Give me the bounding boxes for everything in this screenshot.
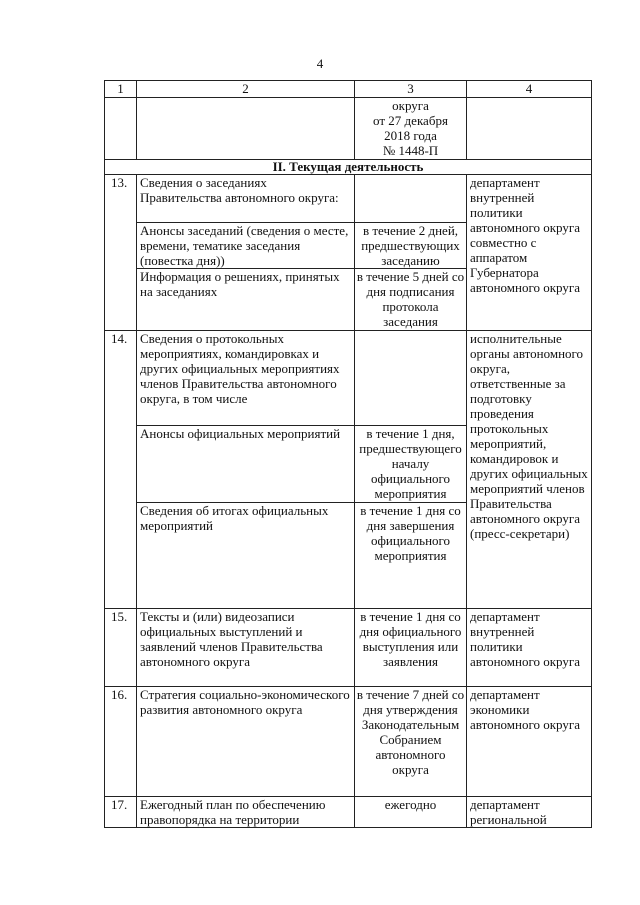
row-term: ежегодно — [355, 797, 467, 828]
row-term: в течение 1 дня со дня официального выступления или заявления — [355, 609, 467, 687]
table-row — [105, 331, 592, 426]
row-title: Тексты и (или) видеозаписи официальных выступлений и заявлений членов Правительства автономного округа — [137, 609, 355, 687]
table-row — [105, 609, 592, 687]
section-title: II. Текущая деятельность — [105, 160, 592, 175]
section-row — [105, 160, 592, 175]
row-responsible: департамент региональной — [467, 797, 592, 828]
row-number: 16. — [105, 687, 137, 797]
sub-term: в течение 2 дней, предшествующих заседанию — [355, 223, 467, 269]
table-header-row — [105, 81, 592, 98]
sub-term: в течение 1 дня, предшествующего началу официального мероприятия — [355, 426, 467, 503]
row-title: Стратегия социально-экономического развития автономного округа — [137, 687, 355, 797]
row-title: Сведения о заседаниях Правительства автономного округа: — [137, 175, 355, 223]
continuation-line: № 1448-П — [382, 143, 439, 158]
row-number: 15. — [105, 609, 137, 687]
page-number: 4 — [316, 56, 324, 71]
continuation-line: округа — [392, 98, 429, 113]
table-row — [105, 175, 592, 223]
continuation-cell — [355, 98, 467, 160]
row-responsible: департамент внутренней политики автономного округа — [467, 609, 592, 687]
row-term: в течение 7 дней со дня утверждения Законодательным Собранием автономного округа — [355, 687, 467, 797]
sub-term: в течение 1 дня со дня завершения официального мероприятия — [355, 503, 467, 609]
row-title: Сведения о протокольных мероприятиях, командировках и других официальных мероприятиях членов Правительства автономного округа, в том числе — [137, 331, 355, 426]
header-cell: 1 — [105, 81, 137, 98]
document-table — [104, 80, 592, 828]
continuation-line: 2018 года — [384, 128, 437, 143]
row-title: Ежегодный план по обеспечению правопорядка на территории — [137, 797, 355, 828]
row-number: 17. — [105, 797, 137, 828]
continuation-row — [105, 98, 592, 160]
header-cell: 2 — [137, 81, 355, 98]
sub-term: в течение 5 дней со дня подписания протокола заседания — [355, 269, 467, 331]
sub-text: Сведения об итогах официальных мероприятий — [137, 503, 355, 609]
row-responsible: исполнительные органы автономного округа, ответственные за подготовку проведения протокольных мероприятий, командировок и других официальных мероприятий членов Правительства автономного округа (пресс-секретари) — [467, 331, 592, 609]
continuation-line: от 27 декабря — [373, 113, 448, 128]
sub-text: Анонсы официальных мероприятий — [137, 426, 355, 503]
row-number: 13. — [105, 175, 137, 331]
row-number: 14. — [105, 331, 137, 609]
row-responsible: департамент внутренней политики автономного округа совместно с аппаратом Губернатора автономного округа — [467, 175, 592, 331]
header-cell: 3 — [355, 81, 467, 98]
header-cell: 4 — [467, 81, 592, 98]
sub-text: Анонсы заседаний (сведения о месте, времени, тематике заседания (повестка дня)) — [137, 223, 355, 269]
table-row — [105, 687, 592, 797]
sub-text: Информация о решениях, принятых на заседаниях — [137, 269, 355, 331]
row-responsible: департамент экономики автономного округа — [467, 687, 592, 797]
table-row — [105, 797, 592, 828]
